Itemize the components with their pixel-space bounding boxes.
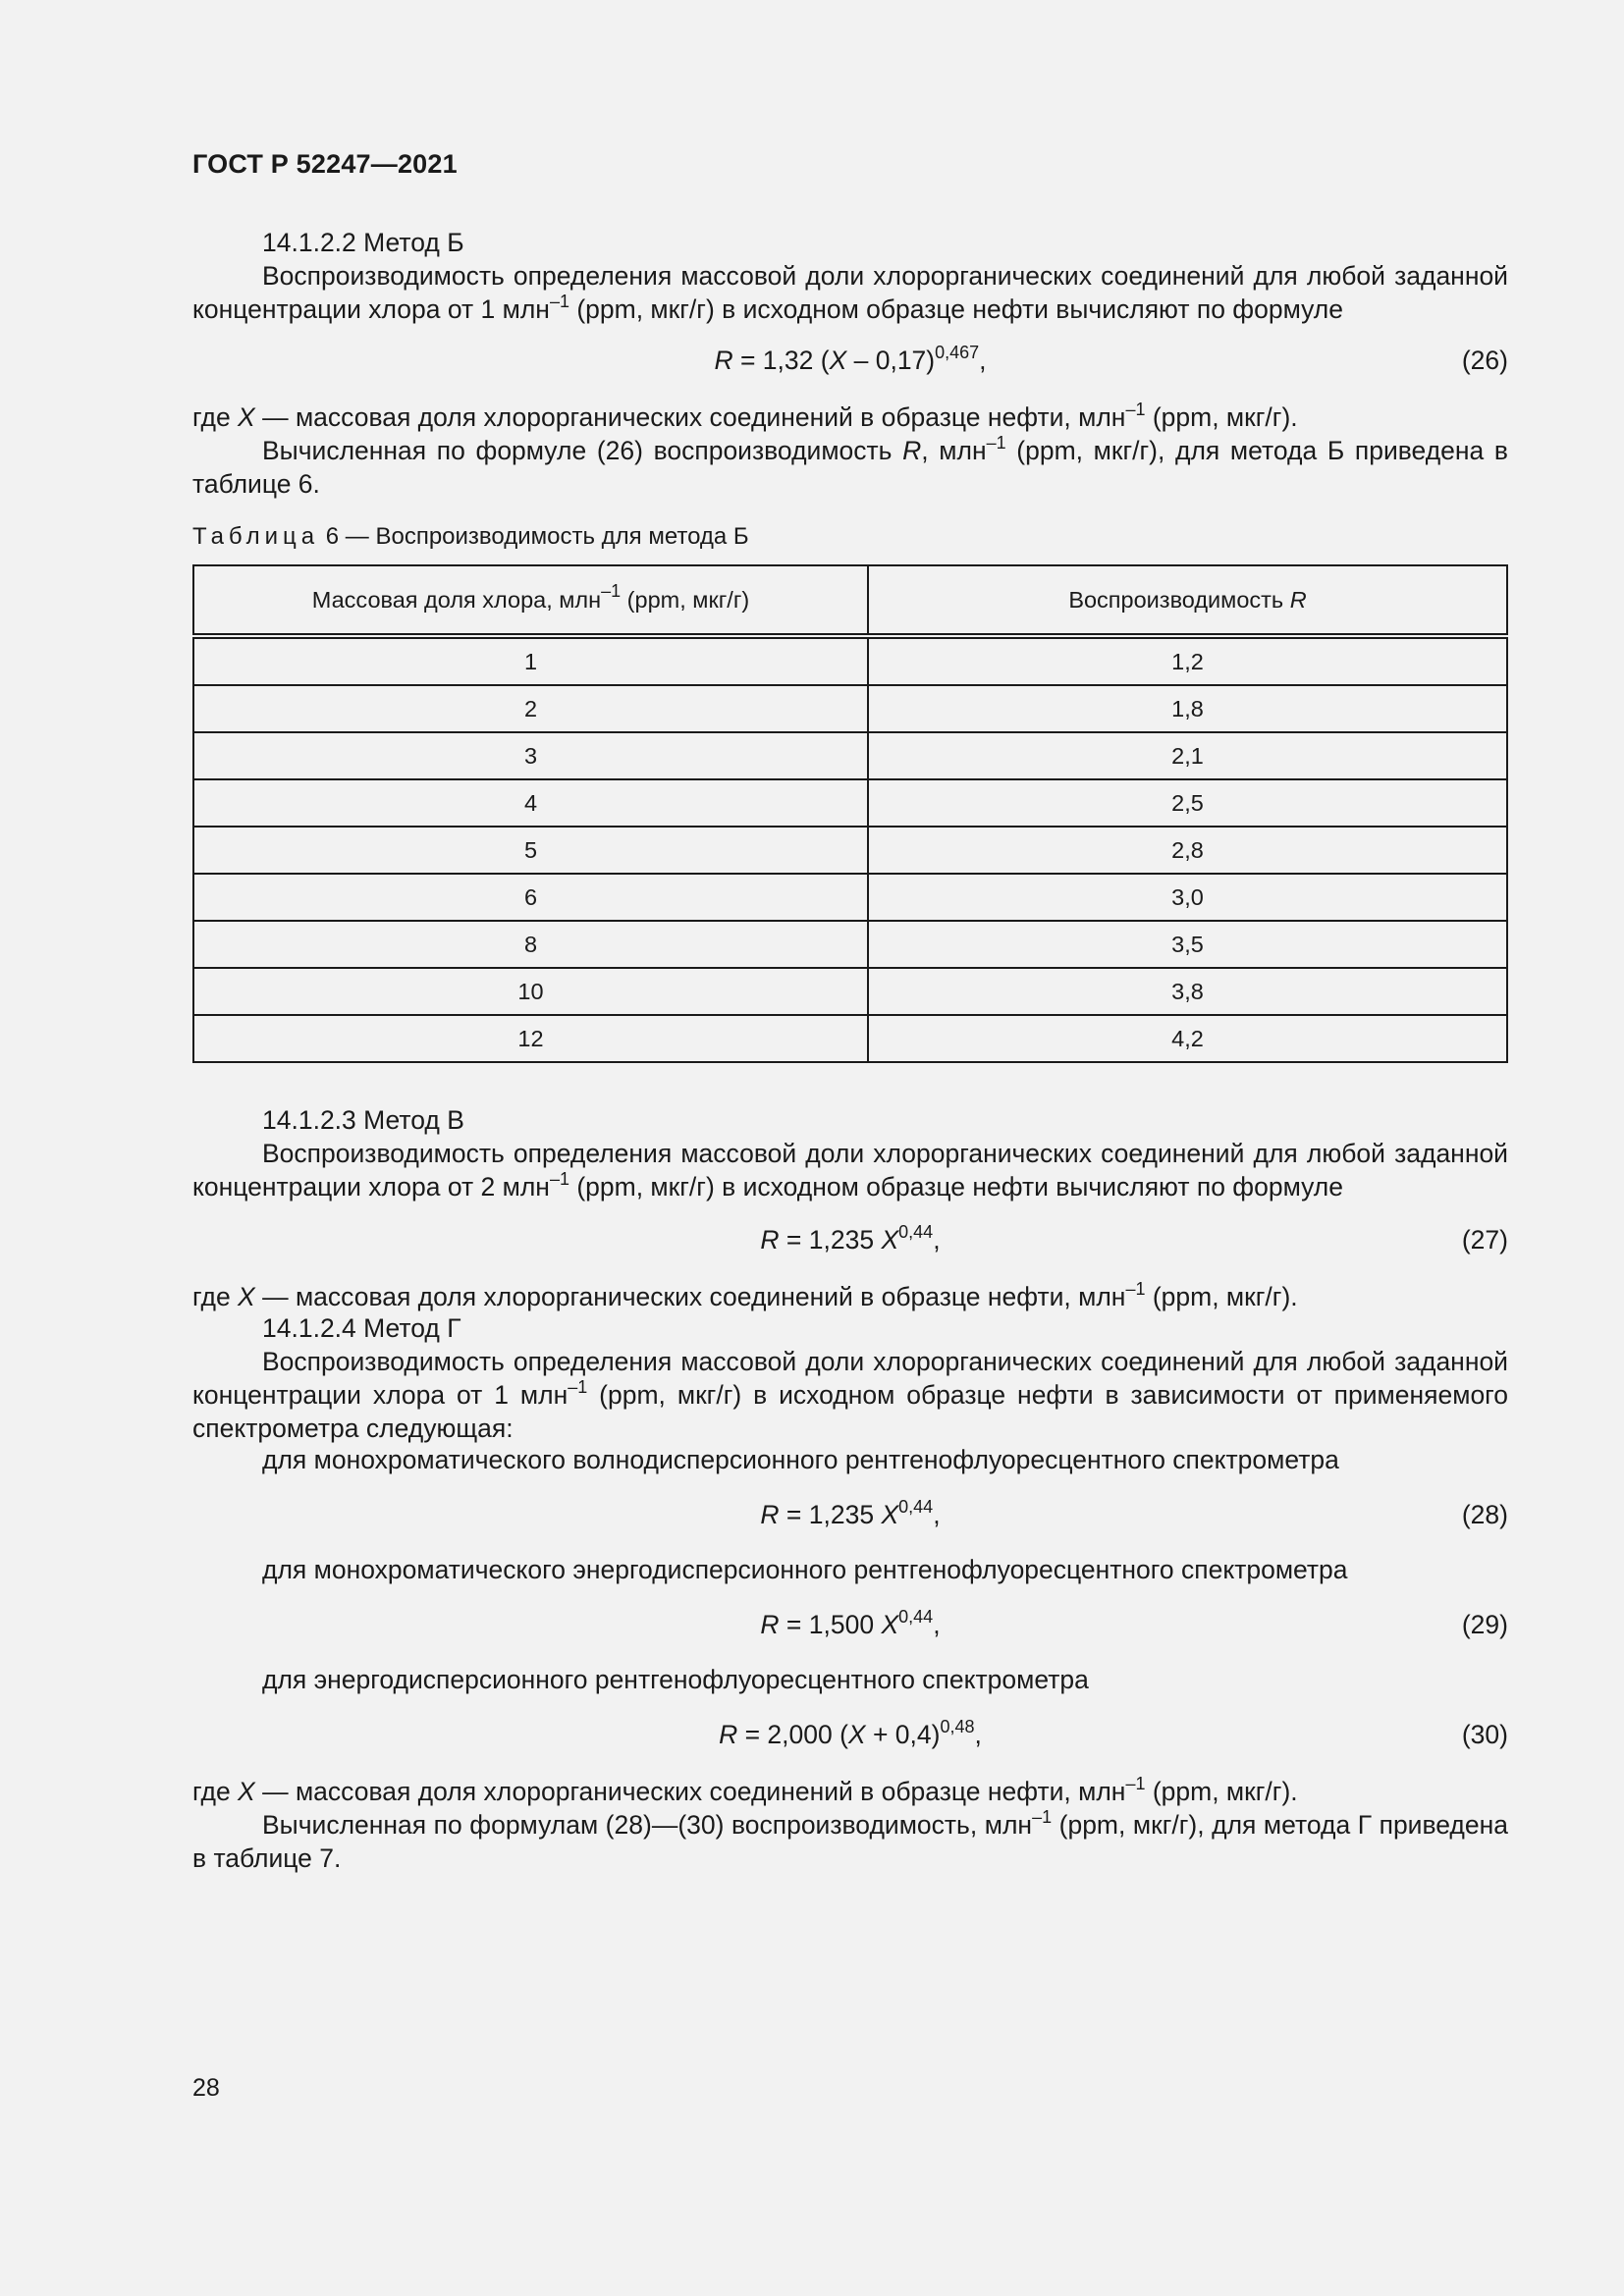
document-header: ГОСТ Р 52247—2021 <box>192 149 458 179</box>
table-cell: 1 <box>193 636 868 685</box>
formula-28: R = 1,235 X$^{0,44}$, (28) <box>760 1497 1508 1529</box>
table-row <box>193 827 1507 874</box>
formula-27: R = 1,235 X$^{0,44}$, (27) <box>760 1222 1508 1255</box>
paragraph-method-b-intro: Воспроизводимость определения массовой доли хлорорганических соединений для любой заданной концентрации хлора от 1 млн$^{-1}$ (ppm, мкг/г) в исходном образце нефти вычисляют по формуле <box>192 261 1508 324</box>
table-cell: 1,8 <box>868 685 1507 732</box>
spectrometer-label-1: для монохроматического волнодисперсионного рентгенофлуоресцентного спектрометра <box>262 1445 1339 1474</box>
table-row <box>193 1015 1507 1062</box>
table-cell: 6 <box>193 874 868 921</box>
section-title-method-g: 14.1.2.4 Метод Г <box>262 1313 461 1343</box>
formula-29: R = 1,500 X$^{0,44}$, (29) <box>760 1607 1508 1639</box>
formula-number: (30) <box>1461 1720 1508 1749</box>
section-title-method-v: 14.1.2.3 Метод В <box>262 1105 464 1135</box>
table-cell: 2 <box>193 685 868 732</box>
formula-number: (26) <box>1461 346 1508 375</box>
table-cell: 8 <box>193 921 868 968</box>
paragraph-method-g-intro: Воспроизводимость определения массовой доли хлорорганических соединений для любой заданной концентрации хлора от 1 млн$^{-1}$ (ppm, мкг/г) в исходном образце нефти в зависимости от применяемого спектрометра следующая: <box>192 1347 1509 1443</box>
spectrometer-label-3: для энергодисперсионного рентгенофлуоресцентного спектрометра <box>262 1665 1089 1694</box>
table-caption: Таблица 6 — Воспроизводимость для метода Б <box>192 523 749 550</box>
table-row <box>193 685 1507 732</box>
formula-26: R = 1,32 (X – 0,17)$^{0,467}$, (26) <box>714 343 1508 375</box>
table-cell: 1,2 <box>868 636 1507 685</box>
paragraph-method-v-intro: Воспроизводимость определения массовой доли хлорорганических соединений для любой заданной концентрации хлора от 2 млн$^{-1}$ (ppm, мкг/г) в исходном образце нефти вычисляют по формуле <box>192 1139 1508 1201</box>
table-cell: 3,0 <box>868 874 1507 921</box>
formula-number: (29) <box>1461 1610 1508 1639</box>
table-row <box>193 921 1507 968</box>
table-header-row <box>193 565 1507 636</box>
where-clause-30: где X — массовая доля хлорорганических соединений в образце нефти, млн$^{-1}$ (ppm, мкг/г). <box>192 1774 1298 1806</box>
table-cell: 10 <box>193 968 868 1015</box>
reproducibility-table <box>192 564 1508 1063</box>
page-number: 28 <box>192 2074 220 2102</box>
formula-number: (27) <box>1461 1225 1508 1255</box>
table-row <box>193 732 1507 779</box>
paragraph-table6-reference: Вычисленная по формуле (26) воспроизводимость R, млн$^{-1}$ (ppm, мкг/г), для метода Б приведена в таблице 6. <box>192 433 1508 499</box>
where-clause-27: где X — массовая доля хлорорганических соединений в образце нефти, млн$^{-1}$ (ppm, мкг/г). <box>192 1279 1298 1311</box>
table-cell: 2,5 <box>868 779 1507 827</box>
paragraph-table7-reference: Вычисленная по формулам (28)—(30) воспроизводимость, млн$^{-1}$ (ppm, мкг/г), для метода Г приведена в таблице 7. <box>192 1807 1508 1873</box>
table-cell: 2,8 <box>868 827 1507 874</box>
table-cell: 5 <box>193 827 868 874</box>
table-cell: 3,5 <box>868 921 1507 968</box>
column-header-mass-fraction: Массовая доля хлора, млн$^{-1}$ (ppm, мкг/г) <box>193 565 868 636</box>
table-cell: 2,1 <box>868 732 1507 779</box>
table-cell: 12 <box>193 1015 868 1062</box>
table-row <box>193 968 1507 1015</box>
formula-number: (28) <box>1461 1500 1508 1529</box>
where-clause-26: где X — массовая доля хлорорганических соединений в образце нефти, млн$^{-1}$ (ppm, мкг/г). <box>192 400 1298 432</box>
column-header-reproducibility: Воспроизводимость R <box>868 565 1507 636</box>
spectrometer-label-2: для монохроматического энергодисперсионного рентгенофлуоресцентного спектрометра <box>262 1555 1348 1584</box>
formula-30: R = 2,000 $(X + 0,4)^{0,48}$, (30) <box>719 1717 1508 1749</box>
section-title-method-b: 14.1.2.2 Метод Б <box>262 228 464 257</box>
table-cell: 4,2 <box>868 1015 1507 1062</box>
table-row <box>193 779 1507 827</box>
table-row <box>193 636 1507 685</box>
table-cell: 4 <box>193 779 868 827</box>
table-cell: 3,8 <box>868 968 1507 1015</box>
table-row <box>193 874 1507 921</box>
table-cell: 3 <box>193 732 868 779</box>
